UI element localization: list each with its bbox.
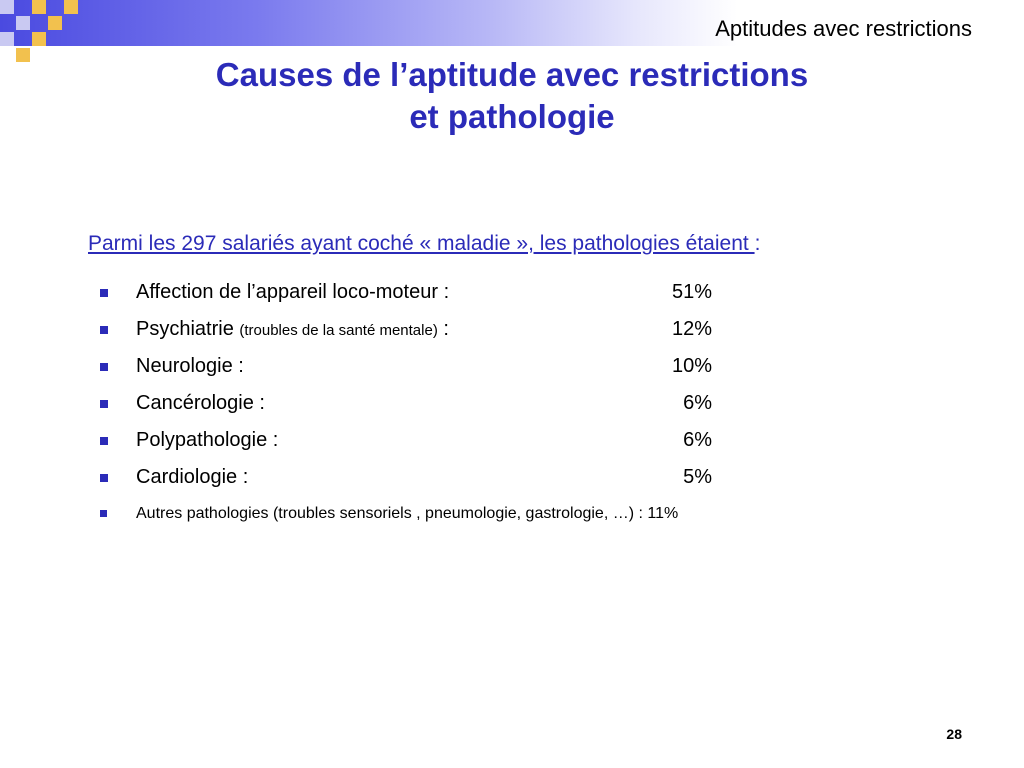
item-label-suffix: : (437, 318, 449, 340)
deco-square (0, 32, 14, 46)
list-item (100, 315, 980, 352)
deco-square (16, 16, 30, 30)
item-label: Cancérologie : (136, 392, 265, 414)
decorative-squares (0, 0, 80, 62)
list-item (100, 426, 980, 463)
bullet-icon (100, 363, 108, 371)
page-number: 28 (946, 726, 962, 742)
list-item (100, 389, 980, 426)
list-item-other (100, 500, 980, 537)
subtitle-tail: : (754, 232, 761, 255)
bullet-icon (100, 326, 108, 334)
deco-square (0, 0, 14, 14)
deco-square (32, 32, 46, 46)
item-label: Autres pathologies (troubles sensoriels , pneumologie, gastrologie, …) : 11% (136, 505, 679, 522)
item-value: 12% (671, 318, 712, 340)
section-title: Aptitudes avec restrictions (715, 16, 972, 41)
subtitle-underlined: Parmi les 297 salariés ayant coché « maladie », les pathologies étaient (88, 232, 755, 255)
item-value: 51% (671, 281, 712, 303)
bullet-icon (100, 289, 108, 297)
item-label: Polypathologie : (136, 429, 279, 451)
item-value: 6% (683, 429, 712, 451)
item-value: 5% (683, 466, 712, 488)
list-item (100, 278, 980, 315)
item-value: 6% (683, 392, 712, 414)
deco-square (64, 0, 78, 14)
item-label: Neurologie : (136, 355, 244, 377)
bullet-icon (100, 510, 107, 517)
item-label-main: Psychiatrie (136, 318, 240, 340)
bullet-icon (100, 400, 108, 408)
deco-square (48, 16, 62, 30)
item-value: 10% (671, 355, 712, 377)
bullet-icon (100, 437, 108, 445)
deco-square (32, 0, 46, 14)
list-item (100, 463, 980, 500)
item-label: Cardiologie : (136, 466, 249, 488)
pathology-list (100, 278, 980, 537)
subtitle (88, 232, 760, 256)
item-label (136, 315, 449, 345)
item-label: Affection de l’appareil loco-moteur : (136, 281, 450, 303)
item-label-note: (troubles de la santé mentale) (239, 322, 438, 339)
bullet-icon (100, 474, 108, 482)
list-item (100, 352, 980, 389)
slide-title-line1: Causes de l’aptitude avec restrictions (215, 56, 809, 93)
slide-title-line2: et pathologie (409, 98, 615, 135)
slide-title (0, 54, 1024, 138)
